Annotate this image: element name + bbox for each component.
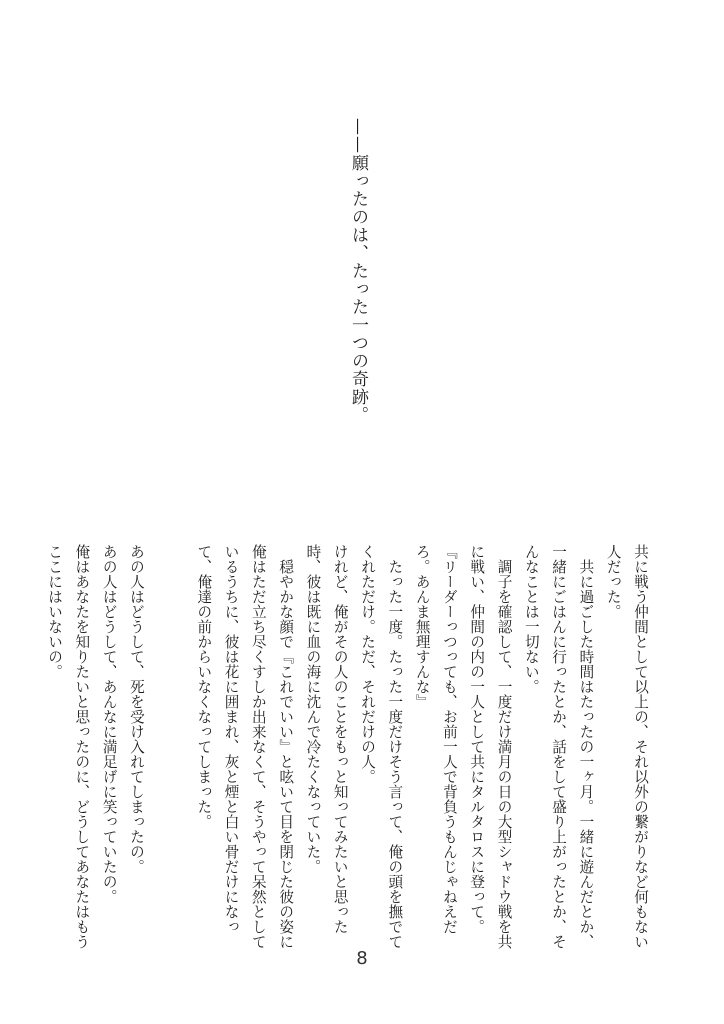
closing-line: あの人はどうして、あんなに満足げに笑っていたの。 <box>100 544 118 904</box>
paragraph: 共に戦う仲間として以上の、それ以外の繋がりなど何もない人だった。 <box>604 544 649 949</box>
paragraph: 『リーダーっつっても、お前一人で背負うもんじゃねえだろ。あんま無理すんな』 <box>413 544 458 934</box>
page-number: 8 <box>356 948 368 969</box>
paragraph: けれど、俺がその人のことをもっと知ってみたいと思った時、彼は既に血の海に沈んで冷たくなっていた。 <box>304 544 349 934</box>
paragraph: 穏やかな顔で『これでいい』と呟いて目を閉じた彼の姿に俺はただ立ち尽くすしか出来なくて、そうやって呆然としているうちに、彼は花に囲まれ、灰と煙と白い骨だけになって、俺達の前からいなくなってしまった。 <box>195 544 295 949</box>
closing-line: あの人はどうして、死を受け入れてしまったの。 <box>127 544 145 874</box>
paragraph: 調子を確認して、一度だけ満月の日の大型シャドウ戦を共に戦い、仲間の内の一人として共にタルタロスに登って。 <box>468 544 513 949</box>
section-gap <box>150 544 190 545</box>
closing-line: 俺はあなたを知りたいと思ったのに、どうしてあなたはもうここにはいないの。 <box>46 544 91 949</box>
paragraph: 共に過ごした時間はたったの一ヶ月。一緒に遊んだとか、一緒にごはんに行ったとか、話をして盛り上がったとか、そんなことは一切ない。 <box>522 544 595 949</box>
paragraph: たった一度。たった一度だけそう言って、俺の頭を撫でてくれただけ。ただ、それだけの人。 <box>359 544 404 949</box>
epigraph: ——願ったのは、たった一つの奇跡。 <box>348 118 368 424</box>
body-text <box>41 544 654 954</box>
